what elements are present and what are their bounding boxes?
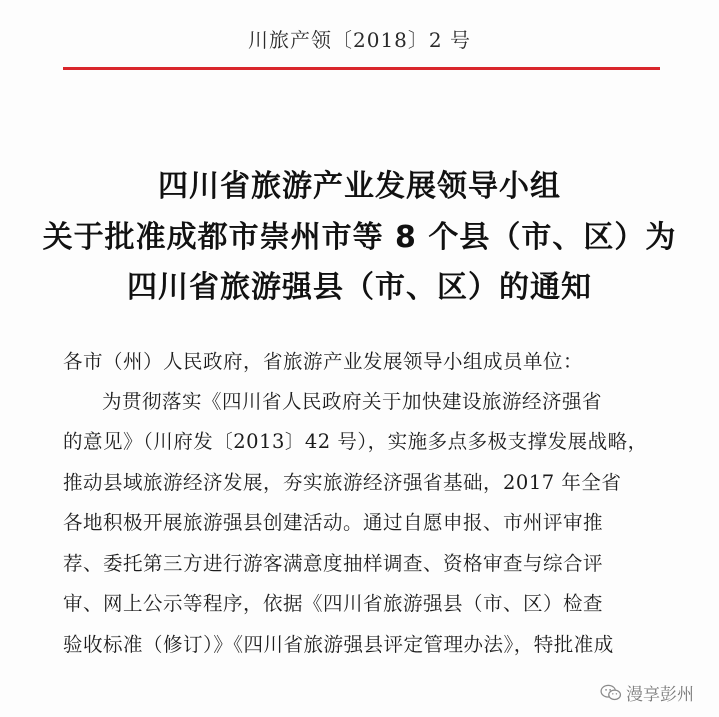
body-line: 各地积极开展旅游强县创建活动。通过自愿申报、市州评审推 — [63, 511, 604, 534]
body-line: 验收标准（修订）》《四川省旅游强县评定管理办法》，特批准成 — [63, 633, 614, 656]
document-number: 川旅产领〔2018〕2 号 — [248, 28, 471, 52]
title-line-1: 四川省旅游产业发展领导小组 — [158, 169, 561, 204]
watermark-text: 漫享彭州 — [626, 685, 694, 705]
body-line: 的意见》（川府发〔2013〕42 号），实施多点多极支撑发展战略， — [63, 430, 648, 453]
body-line: 为贯彻落实《四川省人民政府关于加快建设旅游经济强省 — [102, 390, 603, 413]
wechat-watermark — [600, 680, 694, 705]
title-line-3: 四川省旅游强县（市、区）的通知 — [127, 270, 592, 305]
body-line: 审、网上公示等程序，依据《四川省旅游强县（市、区）检查 — [63, 592, 604, 615]
recipients-line: 各市（州）人民政府，省旅游产业发展领导小组成员单位： — [63, 350, 584, 373]
wechat-icon — [600, 684, 622, 702]
body-line: 推动县域旅游经济发展，夯实旅游经济强省基础，2017 年全省 — [63, 471, 622, 494]
title-line-2: 关于批准成都市崇州市等 8 个县（市、区）为 — [42, 220, 677, 255]
red-header-rule — [63, 67, 660, 70]
body-line: 荐、委托第三方进行游客满意度抽样调查、资格审查与综合评 — [63, 552, 604, 575]
